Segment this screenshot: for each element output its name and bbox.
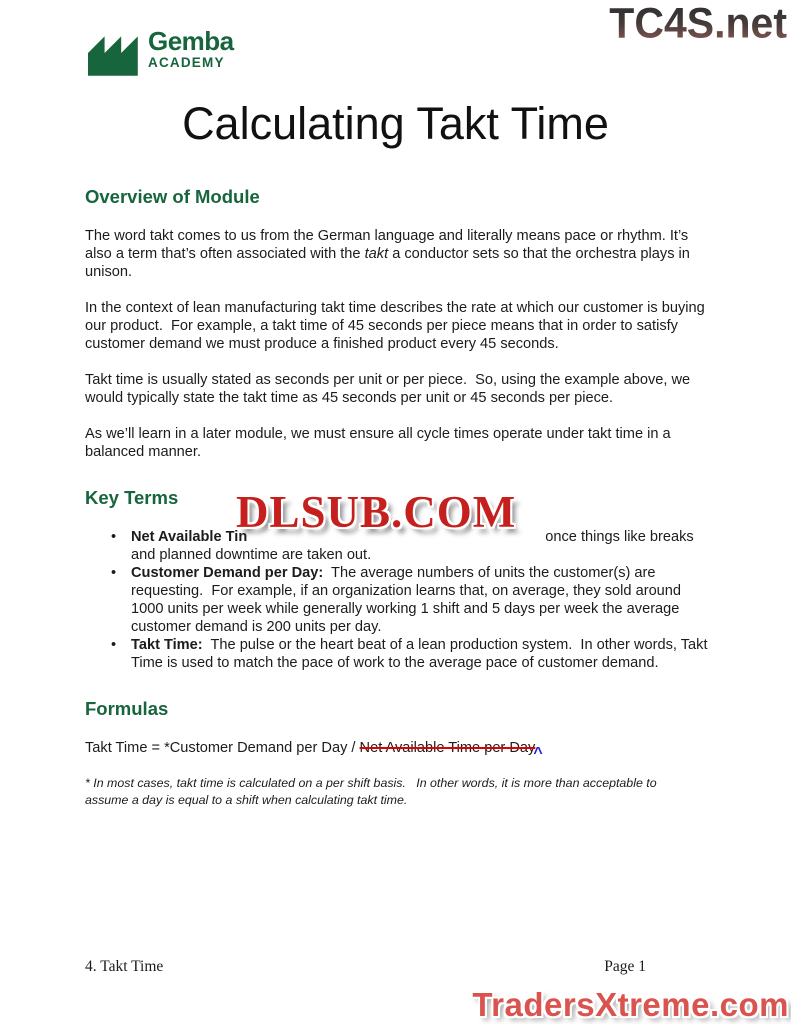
formula-prefix: Takt Time = *Customer Demand per Day /	[85, 740, 360, 756]
footer-page-number: Page 1	[604, 958, 646, 975]
logo-subtitle: ACADEMY	[148, 55, 225, 70]
bullet2-term: Customer Demand per Day:	[131, 565, 324, 581]
bullet3-term: Takt Time:	[131, 637, 203, 653]
bullet1-line2: and planned downtime are taken out.	[131, 547, 372, 563]
overview-paragraph-1	[85, 227, 709, 281]
bullet1-term: Net Available Tin	[131, 529, 248, 545]
watermark-tc4s: TC4S.net	[609, 0, 787, 48]
section-heading-key-terms: Key Terms	[85, 487, 179, 508]
overview-paragraph-3: Takt time is usually stated as seconds per unit or per piece. So, using the example above, we would typically state the takt time as 45 seconds per unit or 45 seconds per piece.	[85, 372, 695, 406]
bullet2-definition: The average numbers of units the customer(s) are requesting. For example, if an organization learns that, on average, they sold around 1000 units per week while generally working 1 shift and 5 days per week the average customer demand is 200 units per day.	[131, 565, 686, 635]
section-heading-overview: Overview of Module	[85, 186, 260, 207]
key-terms-list	[85, 528, 712, 672]
logo-name: Gemba	[148, 26, 234, 56]
formula-strikethrough-text: Net Available Time per Day	[359, 740, 536, 756]
list-item-takt-time	[111, 636, 712, 672]
overview-paragraph-4: As we’ll learn in a later module, we must ensure all cycle times operate under takt time in a balanced manner.	[85, 426, 675, 460]
page-title: Calculating Takt Time	[182, 98, 609, 149]
overview-paragraph-2: In the context of lean manufacturing takt time describes the rate at which our customer is buying our product. For example, a takt time of 45 seconds per piece means that in order to satisfy customer demand we must produce a finished product every 45 seconds.	[85, 300, 709, 352]
bullet3-definition: The pulse or the heart beat of a lean production system. In other words, Takt Time is used to match the pace of work to the average pace of customer demand.	[131, 637, 712, 671]
section-heading-formulas: Formulas	[85, 698, 169, 719]
p1-pre: The word takt comes to us from the German language and literally means pace or rhythm. It’s also a term that’s often associated with the	[85, 228, 693, 262]
footer-module-label: 4. Takt Time	[85, 958, 164, 975]
bullet-dot: •	[111, 529, 117, 545]
bullet-dot: •	[111, 565, 117, 581]
watermark-dlsub: DLSUB.COM	[236, 487, 517, 537]
takt-time-formula	[85, 739, 709, 762]
edit-caret-mark: ^	[533, 745, 543, 762]
bullet-dot: •	[111, 637, 117, 653]
factory-icon	[88, 31, 144, 77]
watermark-tradersxtreme: TradersXtreme.com	[472, 986, 789, 1023]
p1-post: a conductor sets so that the orchestra plays in unison.	[85, 246, 694, 280]
formula-footnote: * In most cases, takt time is calculated on a per shift basis. In other words, it is more than acceptable to assume a day is equal to a shift when calculating takt time.	[85, 776, 661, 807]
bullet1-tail: once things like breaks	[545, 529, 694, 545]
list-item-customer-demand	[111, 564, 709, 636]
logo-text	[148, 28, 234, 70]
p1-italic-takt: takt	[364, 246, 389, 262]
page-footer	[85, 958, 706, 976]
gemba-academy-logo	[88, 28, 234, 77]
